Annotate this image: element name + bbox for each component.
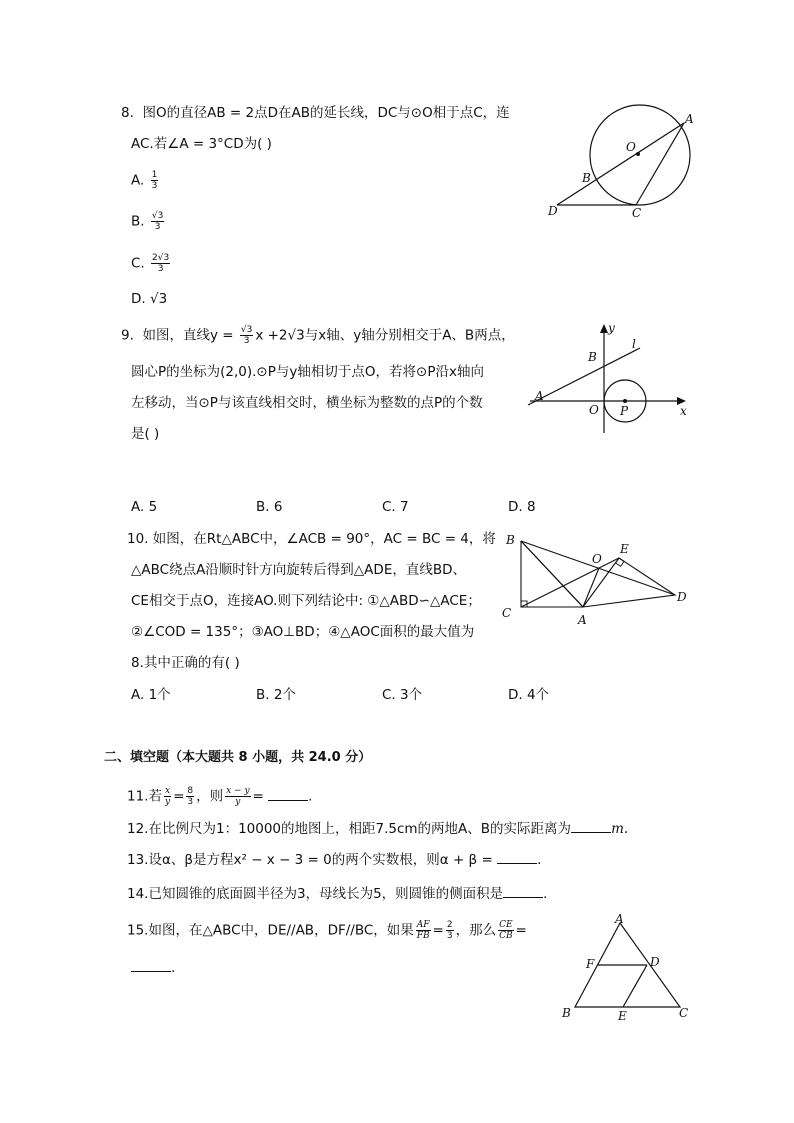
q10-label-O: O [592, 552, 602, 566]
q15-number: 15. [127, 922, 149, 939]
q14-number: 14. [127, 886, 149, 902]
section-2-title: 二、填空题（本大题共 8 小题，共 24.0 分） [104, 750, 372, 765]
q14-answer-blank[interactable] [503, 885, 543, 898]
q15-label-C: C [679, 1006, 689, 1020]
q10-line3: CE相交于点O，连接AO.则下列结论中: ①△ABD∽△ACE； [131, 593, 481, 609]
q15-fraction-CE-CB: $\frac{CE}{CB}$ [499, 920, 513, 941]
q9-line1: 9. 如图，直线y = $\frac{√3}{3}$ x +2√3与x轴、y轴分别相交于A、B两点， [121, 325, 515, 346]
q8-label-O: O [626, 140, 636, 154]
q13-answer-blank[interactable] [497, 851, 537, 864]
q8-circle [590, 105, 690, 205]
q13: 13.设α、β是方程x² − x − 3 = 0的两个实数根，则α + β = . [127, 852, 542, 868]
q8-segment-AC [636, 123, 684, 205]
q8-line2: AC.若∠A = 3°CD为( ) [131, 136, 272, 152]
q8-option-c-fraction: $\frac{2√3}{3}$ [152, 253, 170, 274]
q10-label-A: A [578, 613, 587, 627]
q13-number: 13. [127, 852, 149, 868]
q10-line2: △ABC绕点A沿顺时针方向旋转后得到△ADE，直线BD、 [131, 562, 467, 578]
q15-label-B: B [562, 1006, 571, 1020]
q9-line2: 圆心P的坐标为(2,0).⊙P与y轴相切于点O，若将⊙P沿x轴向 [131, 364, 484, 380]
q10-label-D: D [677, 590, 687, 604]
q10-label-E: E [620, 542, 629, 556]
q9-center-dot [623, 399, 627, 403]
q12: 12.在比例尺为1：10000的地图上，相距7.5cm的两地A、B的实际距离为 m. [127, 821, 629, 837]
q15-label-D: D [650, 955, 660, 969]
q9-line-l [528, 348, 640, 405]
q14: 14.已知圆锥的底面圆半径为3，母线长为5，则圆锥的侧面积是 . [127, 886, 548, 902]
q8-text-line1: 图O的直径AB = 2点D在AB的延长线，DC与⊙O相于点C，连 [142, 105, 510, 121]
q15-segment-DE [623, 965, 647, 1007]
q9-slope-fraction: $\frac{√3}{3}$ [240, 325, 253, 346]
q9-option-a: A. 5 [131, 499, 158, 515]
q8-option-d: D. √3 [131, 291, 168, 307]
q8-option-a: A. $\frac{1}{3}$ [131, 170, 158, 191]
q15-answer-blank[interactable] [131, 959, 171, 972]
q10-figure [495, 525, 695, 635]
q10-option-b: B. 2个 [256, 687, 296, 703]
q10-option-c: C. 3个 [382, 687, 423, 703]
q15-fraction-AF-FB: $\frac{AF}{FB}$ [416, 920, 430, 941]
q9-label-x: x [680, 404, 687, 418]
q9-option-b: B. 6 [256, 499, 283, 515]
q8-figure [540, 95, 710, 225]
q9-option-c: C. 7 [382, 499, 409, 515]
q9-label-O: O [589, 403, 599, 417]
q15-line2: . [131, 958, 175, 978]
q10-number: 10. [127, 531, 149, 547]
q10-label-C: C [502, 606, 512, 620]
q9-label-y: y [608, 321, 615, 335]
q9-line3: 左移动，当⊙P与该直线相交时，横坐标为整数的点P的个数 [131, 395, 483, 411]
q11-number: 11. [127, 788, 149, 805]
q10-line-CE [521, 558, 619, 607]
q9-line4: 是( ) [131, 426, 160, 442]
q11: 11.若 $\frac{x}{y}$ = $\frac{8}{3}$ ，则 $\frac{x - y}{y}$ = . [127, 786, 313, 807]
q15-fraction-2-3: $\frac{2}{3}$ [446, 920, 453, 941]
q11-fraction-8-3: $\frac{8}{3}$ [187, 786, 194, 807]
q10-segment-BA [521, 541, 583, 607]
q10-line4: ②∠COD = 135°；③AO⊥BD；④△AOC面积的最大值为 [131, 624, 475, 640]
q9-y-arrow [600, 324, 608, 333]
q10-line5: 8.其中正确的有( ) [131, 655, 240, 671]
q8-option-b: B. $\frac{√3}{3}$ [131, 211, 164, 232]
q8-line1 [121, 103, 510, 123]
q15-label-F: F [586, 957, 595, 971]
q8-center-dot [636, 152, 640, 156]
q15-figure [555, 912, 705, 1025]
q11-answer-blank[interactable] [268, 788, 308, 801]
q8-option-a-fraction: $\frac{1}{3}$ [151, 170, 158, 191]
q8-option-b-fraction: $\frac{√3}{3}$ [151, 211, 164, 232]
q9-option-d: D. 8 [508, 499, 536, 515]
q10-option-d: D. 4个 [508, 687, 550, 703]
q9-label-P: P [620, 404, 629, 418]
q9-label-B: B [588, 350, 597, 364]
q9-number: 9. [121, 327, 134, 344]
q11-fraction-expression: $\frac{x - y}{y}$ [226, 786, 250, 807]
q8-number: 8. [121, 105, 134, 121]
q8-option-c: C. $\frac{2√3}{3}$ [131, 253, 170, 274]
q8-label-A: A [685, 112, 694, 126]
q10-segment-AO [583, 568, 599, 607]
q8-label-B: B [582, 171, 591, 185]
q8-segment-DA [557, 123, 684, 205]
q9-label-A: A [535, 389, 544, 403]
q10-option-a: A. 1个 [131, 687, 171, 703]
q15-label-A: A [615, 912, 624, 926]
q15-label-E: E [618, 1009, 627, 1023]
q11-fraction-x-y: $\frac{x}{y}$ [164, 786, 171, 807]
q10-line1: 10. 如图，在Rt△ABC中，∠ACB = 90°，AC = BC = 4，将 [127, 531, 496, 547]
q12-answer-blank[interactable] [571, 820, 611, 833]
q8-label-C: C [632, 206, 642, 220]
q9-figure [520, 318, 700, 438]
q10-label-B: B [506, 533, 515, 547]
q8-label-D: D [548, 204, 558, 218]
q9-label-l: l [632, 337, 636, 351]
q12-number: 12. [127, 821, 149, 837]
q15-line1: 15.如图，在△ABC中，DE//AB，DF//BC，如果 $\frac{AF}{FB}$ = $\frac{2}{3}$ ，那么 $\frac{CE}{CB}$ = [127, 920, 527, 941]
